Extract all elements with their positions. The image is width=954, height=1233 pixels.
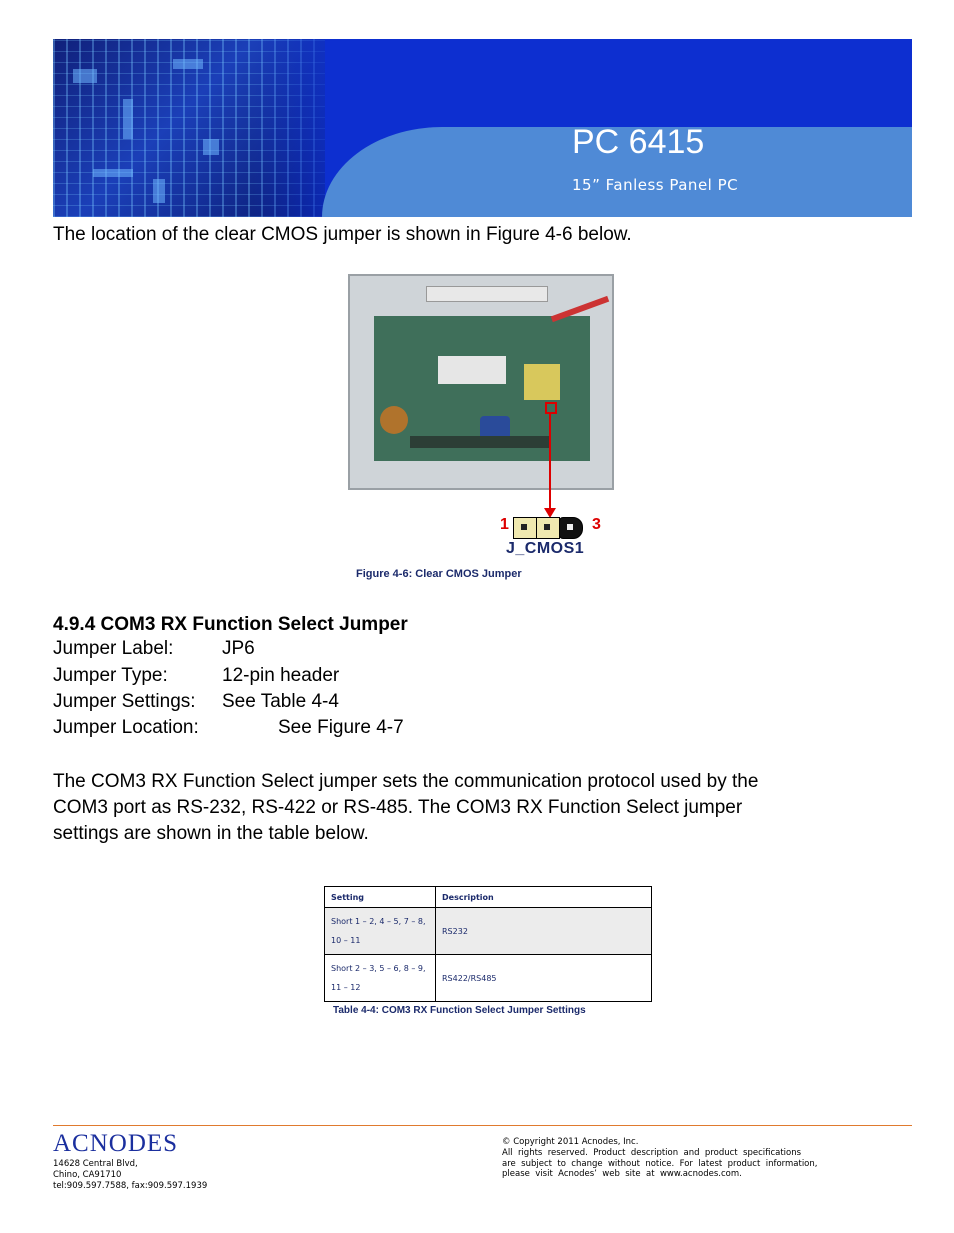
address-line: 14628 Central Blvd, (53, 1159, 138, 1169)
page-subtitle: 15” Fanless Panel PC (572, 176, 739, 194)
jumper-location-marker (545, 402, 557, 414)
table-row (325, 908, 652, 955)
row-value: See Figure 4-7 (278, 717, 404, 738)
paragraph-line: COM3 port as RS-232, RS-422 or RS-485. The COM3 RX Function Select jumper (53, 797, 743, 818)
footer-divider (53, 1125, 912, 1126)
pin-label-right: 3 (592, 516, 601, 533)
row-value: See Table 4-4 (222, 691, 339, 712)
copyright-line: All rights reserved. Product description and product specifications (502, 1147, 802, 1158)
copyright-line: are subject to change without notice. For latest product information, (502, 1158, 818, 1169)
address-line: Chino, CA91710 (53, 1169, 122, 1180)
row-key: Jumper Location: (53, 717, 199, 738)
pin-label-left: 1 (500, 516, 509, 533)
acnodes-logo: ACNODES (53, 1130, 179, 1157)
section-heading: 4.9.4 COM3 RX Function Select Jumper (53, 614, 408, 635)
jumper-settings-table (324, 886, 652, 1016)
board-photo (348, 274, 614, 490)
table-row (325, 955, 652, 1002)
copyright-notice (502, 1137, 817, 1180)
row-value: 12-pin header (222, 665, 340, 686)
jumper-diagram (513, 517, 585, 539)
table-header-description: Description (436, 887, 652, 908)
table-cell-setting: Short 1 – 2, 4 – 5, 7 – 8, 10 – 11 (325, 908, 436, 955)
table-header-setting: Setting (325, 887, 436, 908)
page-title: PC 6415 (572, 123, 705, 161)
row-key: Jumper Settings: (53, 691, 196, 712)
jumper-name-label: J_CMOS1 (506, 540, 585, 557)
figure-clear-cmos (346, 272, 622, 588)
paragraph-line: The COM3 RX Function Select jumper sets the communication protocol used by the (53, 771, 759, 792)
copyright-line: © Copyright 2011 Acnodes, Inc. (502, 1137, 639, 1147)
intro-text: The location of the clear CMOS jumper is shown in Figure 4-6 below. (53, 224, 632, 245)
description-paragraph (53, 769, 903, 847)
table-cell-description: RS232 (436, 908, 652, 955)
table-cell-setting: Short 2 – 3, 5 – 6, 8 – 9, 11 – 12 (325, 955, 436, 1002)
row-key: Jumper Type: (53, 665, 168, 686)
table-cell-description: RS422/RS485 (436, 955, 652, 1002)
company-address (53, 1159, 207, 1191)
paragraph-line: settings are shown in the table below. (53, 823, 369, 844)
row-value: JP6 (222, 638, 255, 659)
header-banner (53, 39, 912, 217)
table-caption: Table 4-4: COM3 RX Function Select Jumper Settings (333, 1005, 586, 1016)
callout-arrow (549, 412, 551, 510)
copyright-line: please visit Acnodes’ web site at www.acnodes.com. (502, 1169, 742, 1180)
figure-caption: Figure 4-6: Clear CMOS Jumper (356, 568, 522, 580)
address-line: tel:909.597.7588, fax:909.597.1939 (53, 1180, 208, 1191)
row-key: Jumper Label: (53, 638, 174, 659)
